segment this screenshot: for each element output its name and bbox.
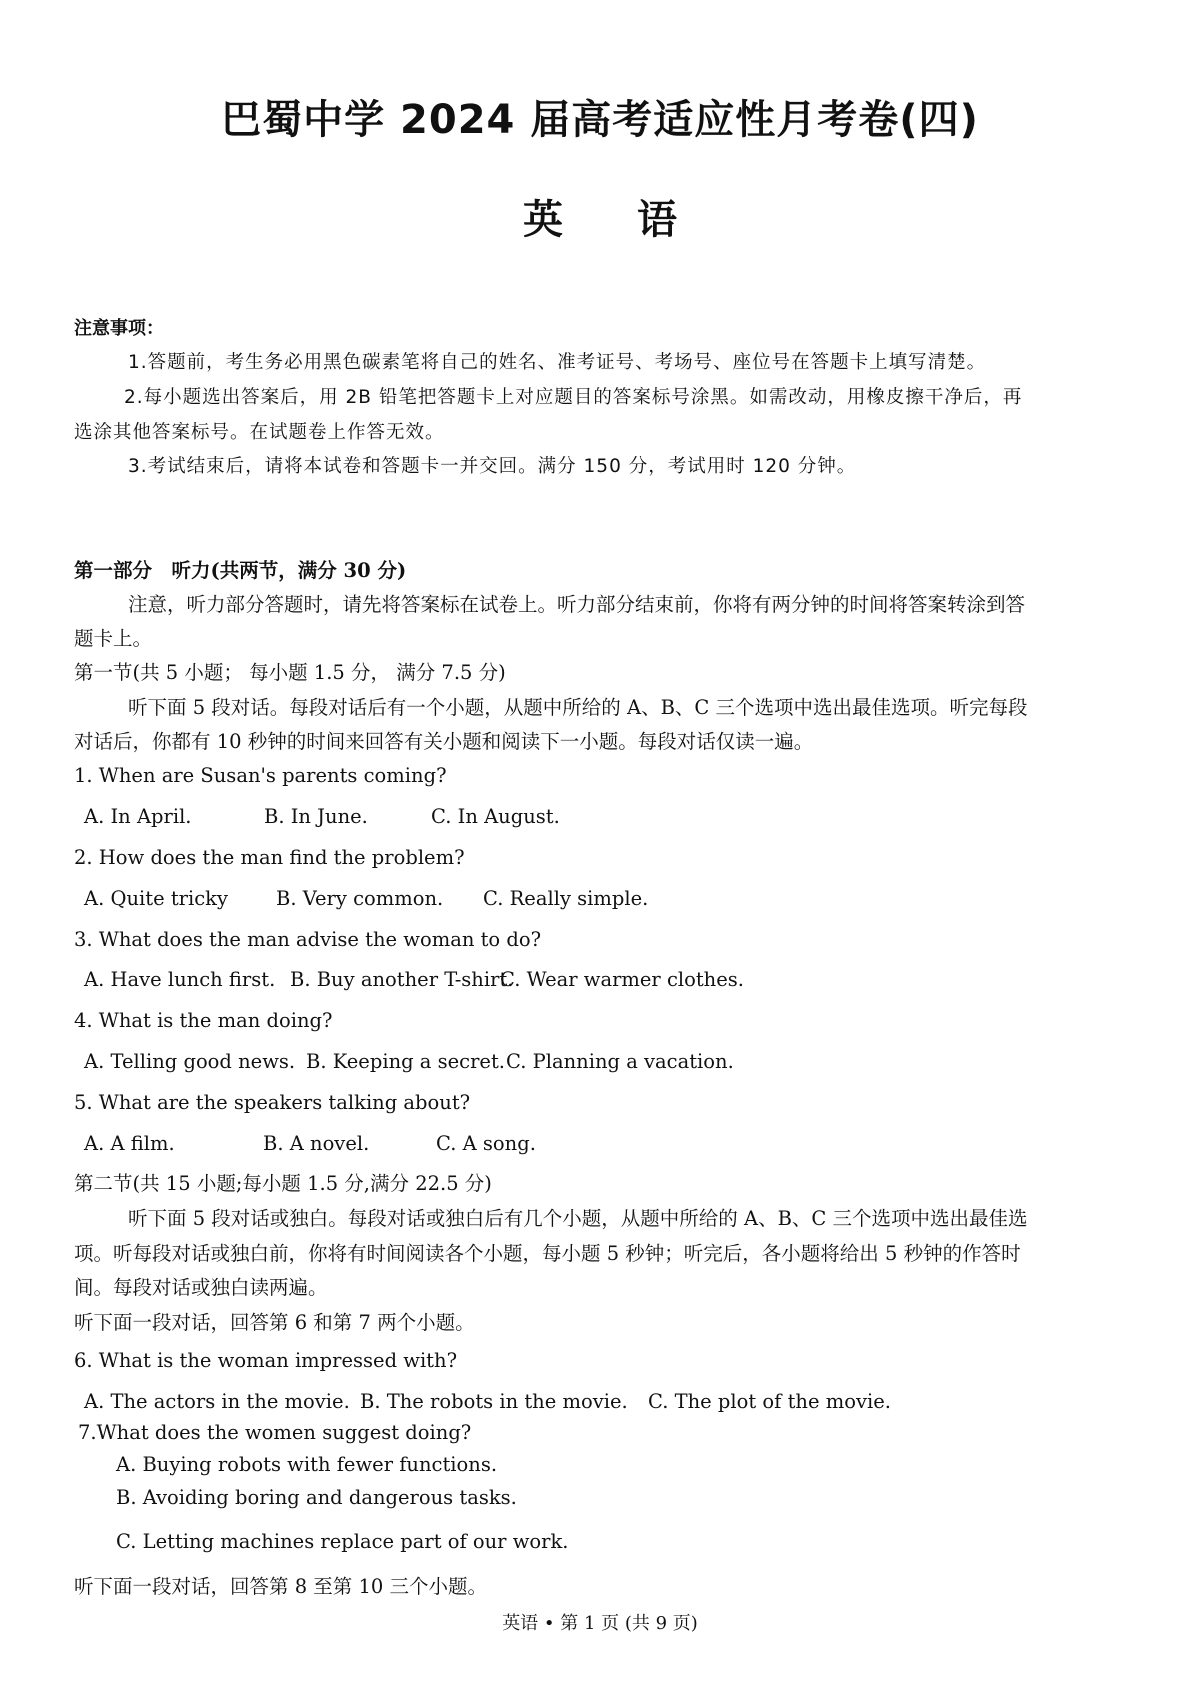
q2-option-c: C. Really simple.	[483, 887, 649, 910]
q6-option-c: C. The plot of the movie.	[648, 1390, 891, 1413]
note-item-3: 3.考试结束后，请将本试卷和答题卡一并交回。满分 150 分，考试用时 120 分钟。	[128, 456, 857, 477]
question-4: 4. What is the man doing?	[74, 1009, 333, 1032]
q3-option-b: B. Buy another T-shirt.	[290, 968, 514, 991]
q6-option-a: A. The actors in the movie.	[84, 1390, 350, 1413]
q7-option-a: A. Buying robots with fewer functions.	[116, 1453, 498, 1476]
part1-heading: 第一部分 听力(共两节，满分 30 分)	[74, 559, 407, 582]
question-7: 7.What does the women suggest doing?	[78, 1421, 472, 1444]
section1-intro-line-2: 对话后，你都有 10 秒钟的时间来回答有关小题和阅读下一小题。每段对话仅读一遍。	[74, 730, 814, 753]
q5-option-b: B. A novel.	[263, 1132, 370, 1155]
q3-option-c: C. Wear warmer clothes.	[500, 968, 744, 991]
question-2: 2. How does the man find the problem?	[74, 846, 465, 869]
q2-option-b: B. Very common.	[276, 887, 444, 910]
note-item-2-line-2: 选涂其他答案标号。在试题卷上作答无效。	[74, 422, 445, 443]
part1-intro-line-1: 注意，听力部分答题时，请先将答案标在试卷上。听力部分结束前，你将有两分钟的时间将答案转涂到答	[128, 593, 1026, 616]
q4-option-c: C. Planning a vacation.	[506, 1050, 734, 1073]
page-footer: 英语 • 第 1 页 (共 9 页)	[502, 1613, 698, 1634]
group-instruction-6-7: 听下面一段对话，回答第 6 和第 7 两个小题。	[74, 1311, 475, 1334]
page-title: 巴蜀中学 2024 届高考适应性月考卷(四)	[221, 97, 979, 143]
notes-heading: 注意事项：	[74, 318, 164, 339]
q1-option-c: C. In August.	[431, 805, 560, 828]
q5-option-c: C. A song.	[436, 1132, 536, 1155]
question-3: 3. What does the man advise the woman to do?	[74, 928, 542, 951]
section1-heading: 第一节(共 5 小题； 每小题 1.5 分， 满分 7.5 分)	[74, 661, 506, 684]
q5-option-a: A. A film.	[84, 1132, 175, 1155]
q7-option-b: B. Avoiding boring and dangerous tasks.	[116, 1486, 517, 1509]
section2-heading: 第二节(共 15 小题;每小题 1.5 分,满分 22.5 分)	[74, 1172, 492, 1195]
q7-option-c: C. Letting machines replace part of our work.	[116, 1530, 569, 1553]
note-item-1: 1.答题前，考生务必用黑色碳素笔将自己的姓名、准考证号、考场号、座位号在答题卡上填写清楚。	[128, 352, 987, 373]
note-item-2-line-1: 2.每小题选出答案后，用 2B 铅笔把答题卡上对应题目的答案标号涂黑。如需改动，用橡皮擦干净后，再	[124, 387, 1023, 408]
q3-option-a: A. Have lunch first.	[84, 968, 276, 991]
q1-option-a: A. In April.	[84, 805, 192, 828]
section2-intro-line-2: 项。听每段对话或独白前，你将有时间阅读各个小题，每小题 5 秒钟；听完后，各小题将给出 5 秒钟的作答时	[74, 1242, 1021, 1265]
q1-option-b: B. In June.	[264, 805, 368, 828]
q6-option-b: B. The robots in the movie.	[360, 1390, 628, 1413]
question-1: 1. When are Susan's parents coming?	[74, 764, 447, 787]
group-instruction-8-10: 听下面一段对话，回答第 8 至第 10 三个小题。	[74, 1575, 488, 1598]
q4-option-b: B. Keeping a secret.	[306, 1050, 505, 1073]
part1-intro-line-2: 题卡上。	[74, 627, 153, 650]
q4-option-a: A. Telling good news.	[84, 1050, 296, 1073]
question-6: 6. What is the woman impressed with?	[74, 1349, 458, 1372]
question-5: 5. What are the speakers talking about?	[74, 1091, 471, 1114]
section2-intro-line-1: 听下面 5 段对话或独白。每段对话或独白后有几个小题，从题中所给的 A、B、C 三个选项中选出最佳选	[128, 1207, 1028, 1230]
section2-intro-line-3: 间。每段对话或独白读两遍。	[74, 1276, 328, 1299]
subject-title: 英 语	[523, 197, 707, 243]
q2-option-a: A. Quite tricky	[84, 887, 228, 910]
section1-intro-line-1: 听下面 5 段对话。每段对话后有一个小题，从题中所给的 A、B、C 三个选项中选出最佳选项。听完每段	[128, 696, 1028, 719]
